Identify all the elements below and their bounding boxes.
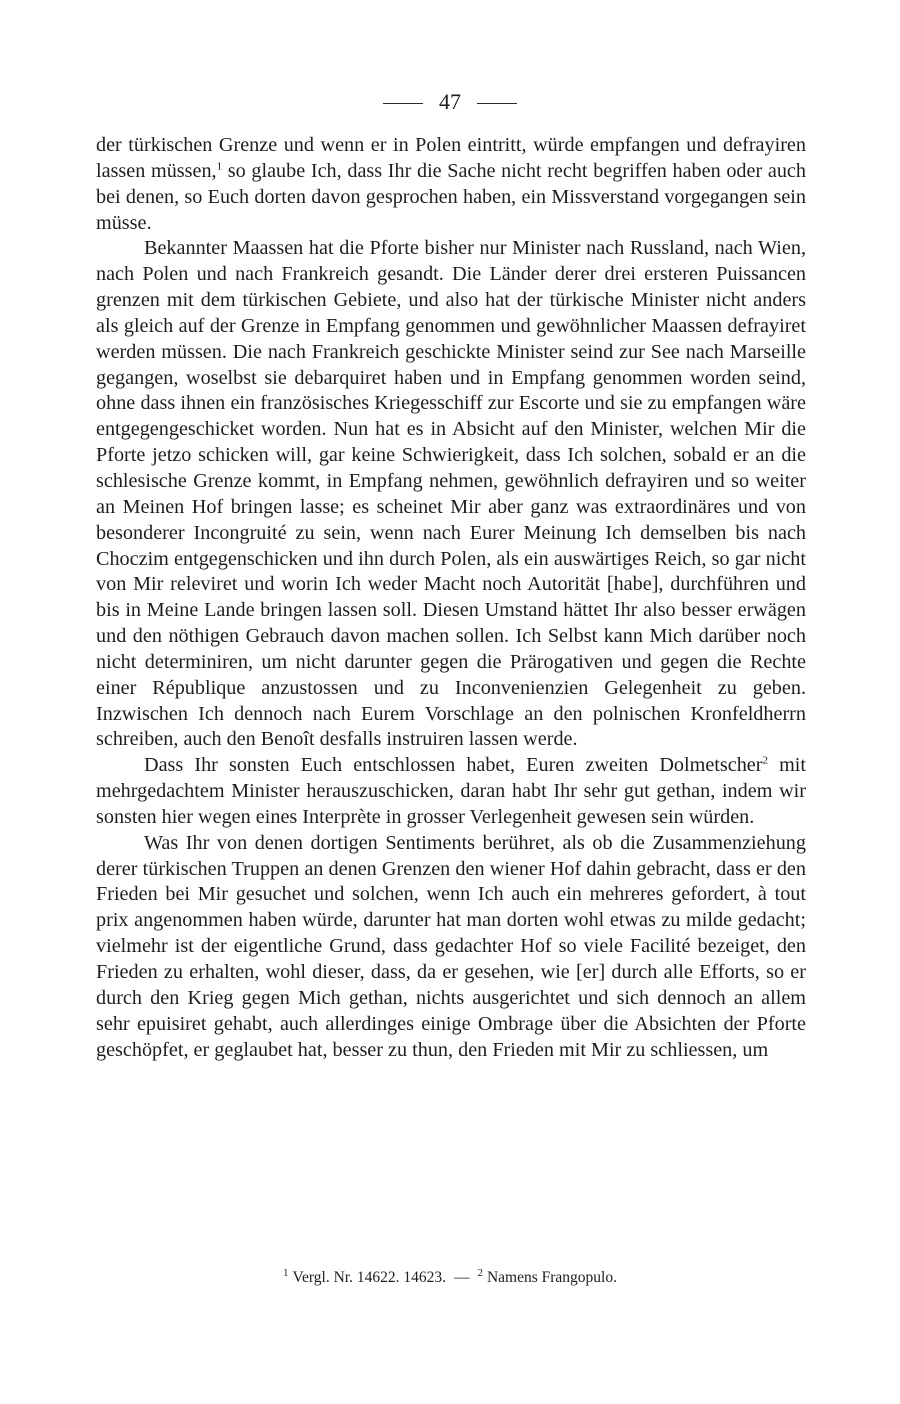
page-header [0, 88, 900, 116]
paragraph-4: Was Ihr von denen dortigen Sentiments berühret, als ob die Zusammenziehung derer türkischen Truppen an denen Grenzen den wiener Hof dahin gebracht, dass er den Frieden bei Mir gesuchet und solchen, wenn Ich auch ein mehreres gefordert, à tout prix angenommen haben würde, darunter hat man dorten wohl etwas zu milde gedacht; vielmehr ist der eigentliche Grund, dass gedachter Hof so viele Facilité bezeiget, den Frieden zu erhalten, wohl dieser, dass, da er gesehen, wie [er] durch alle Efforts, so er durch den Krieg gegen Mich gethan, nichts ausgerichtet und sich dennoch an allem sehr epuisiret gehabt, auch allerdinges einige Ombrage über die Absichten der Pforte geschöpfet, er geglaubet hat, besser zu thun, den Frieden mit Mir zu schliessen, um [96, 831, 806, 1061]
paragraph-1-text-b: so glaube Ich, dass Ihr die Sache nicht recht begriffen haben oder auch bei denen, so Euch dorten davon gesprochen haben, ein Missverstand vorgegangen sein müsse. [96, 159, 806, 234]
page-number: 47 [439, 89, 461, 114]
footnote-ref-2: 2 [762, 754, 768, 767]
footnote-2-mark: 2 [477, 1266, 483, 1279]
paragraph-3-text-b: mit mehrgedachtem Minister herauszuschicken, daran habt Ihr sehr gut gethan, indem wir sonsten hier wegen eines Interprète in grosser Verlegenheit gewesen sein würden. [96, 754, 806, 828]
paragraph-1-text-a: der türkischen Grenze und wenn er in Polen eintritt, würde empfangen und defrayiren lassen müssen, [96, 134, 806, 182]
footnote-1-mark: 1 [283, 1266, 289, 1279]
paragraph-3 [96, 753, 806, 831]
paragraph-1 [96, 133, 806, 236]
footnote-separator: — [453, 1269, 470, 1286]
header-rule-right [477, 103, 517, 104]
footnote-2-text: Namens Frangopulo. [486, 1269, 617, 1286]
body-text [96, 133, 806, 1063]
paragraph-2: Bekannter Maassen hat die Pforte bisher nur Minister nach Russland, nach Wien, nach Polen und nach Frankreich gesandt. Die Länder derer drei ersteren Puissancen grenzen mit dem türkischen Gebiete, und also hat der türkische Minister nicht anders als gleich auf der Grenze in Empfang genommen und gewöhnlicher Maassen defrayiret werden müssen. Die nach Frankreich geschickte Minister seind zur See nach Marseille gegangen, woselbst sie debarquiret haben und in Empfang genommen worden seind, ohne dass ihnen ein französisches Kriegesschiff zur Escorte und sie zu empfangen wäre entgegengeschicket worden. Nun hat es in Absicht auf den Minister, welchen Mir die Pforte jetzo schicken will, gar keine Schwierigkeit, dass Ich solchen, sobald er an die schlesische Grenze kommt, in Empfang nehmen, gewöhnlich defrayiren und so weiter an Meinen Hof bringen lasse; es scheinet Mir aber ganz was extraordinäres und von besonderer Incongruité zu sein, wenn nach Eurer Meinung Ich demselben bis nach Choczim entgegenschicken und ihn durch Polen, als ein auswärtiges Reich, so gar nicht von Mir releviret und worin Ich weder Macht noch Autorität [habe], durchführen und bis in Meine Lande bringen lassen soll. Diesen Umstand hättet Ihr also besser erwägen und den nöthigen Gebrauch davon machen sollen. Ich Selbst kann Mich darüber noch nicht determiniren, um nicht darunter gegen die Prärogativen und gegen die Rechte einer République anzustossen und zu Inconvenienzien Gelegenheit zu geben. Inzwischen Ich dennoch nach Eurem Vorschlage an den polnischen Kronfeldherrn schreiben, auch den Benoît desfalls instruiren lassen werde. [96, 237, 806, 751]
footnote-ref-1: 1 [216, 160, 223, 173]
footnotes [0, 1267, 900, 1289]
header-rule-left [383, 103, 423, 104]
paragraph-3-text-a: Dass Ihr sonsten Euch entschlossen habet, Euren zweiten Dolmetscher [144, 754, 763, 777]
footnote-1-text: Vergl. Nr. 14622. 14623. [292, 1269, 446, 1286]
